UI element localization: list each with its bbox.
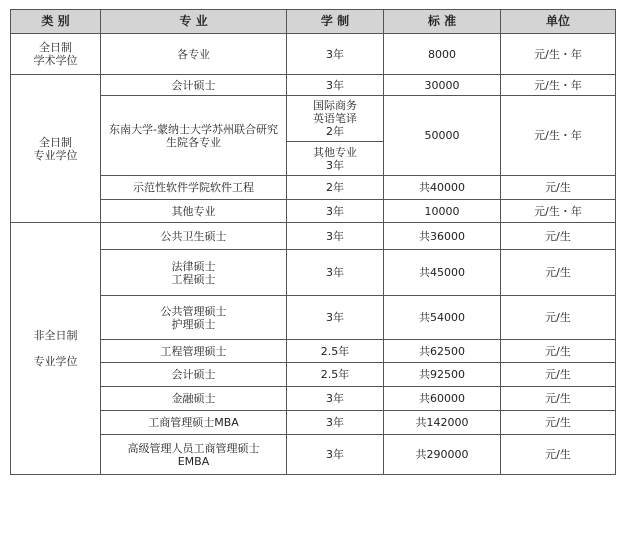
- unit-cell: 元/生: [501, 387, 616, 411]
- major-cell: 公共卫生硕士: [101, 223, 287, 250]
- major-cell: 示范性软件学院软件工程: [101, 176, 287, 200]
- fee-cell: 共54000: [384, 296, 501, 340]
- duration-cell: 2年: [287, 176, 384, 200]
- unit-cell: 元/生: [501, 296, 616, 340]
- table-row: [11, 296, 616, 340]
- header-major: 专 业: [101, 10, 287, 34]
- group-part-time-line1: 非全日制: [33, 329, 78, 342]
- fee-cell: 共36000: [384, 223, 501, 250]
- unit-cell: 元/生: [501, 176, 616, 200]
- major-cell: 东南大学-蒙纳士大学苏州联合研究生院各专业: [101, 96, 287, 176]
- table-row: [11, 75, 616, 96]
- duration-cell: 2.5年: [287, 340, 384, 363]
- group-professional-full: 全日制 专业学位: [11, 75, 101, 223]
- fee-cell: 10000: [384, 200, 501, 223]
- major-cell: 高级管理人员工商管理硕士 EMBA: [101, 435, 287, 475]
- unit-cell: 元/生: [501, 223, 616, 250]
- duration-cell: 3年: [287, 387, 384, 411]
- fee-cell: 共92500: [384, 363, 501, 387]
- unit-cell: 元/生: [501, 250, 616, 296]
- fee-cell: 8000: [384, 34, 501, 75]
- header-duration: 学 制: [287, 10, 384, 34]
- header-fee: 标 准: [384, 10, 501, 34]
- major-cell: 各专业: [101, 34, 287, 75]
- table-row: [11, 411, 616, 435]
- duration-cell: 3年: [287, 296, 384, 340]
- fee-cell: 共40000: [384, 176, 501, 200]
- duration-cell: 3年: [287, 75, 384, 96]
- duration-cell: 3年: [287, 223, 384, 250]
- group-academic-full: 全日制 学术学位: [11, 34, 101, 75]
- group-part-time: [11, 223, 101, 475]
- duration-cell: 3年: [287, 411, 384, 435]
- table-row: [11, 340, 616, 363]
- unit-cell: 元/生: [501, 363, 616, 387]
- header-unit: 单位: [501, 10, 616, 34]
- unit-cell: 元/生: [501, 411, 616, 435]
- table-header-row: [11, 10, 616, 34]
- unit-cell: 元/生・年: [501, 96, 616, 176]
- duration-cell-split-a: 国际商务 英语笔译 2年: [287, 96, 384, 142]
- major-cell: 法律硕士 工程硕士: [101, 250, 287, 296]
- major-cell: 工程管理硕士: [101, 340, 287, 363]
- major-cell: 公共管理硕士 护理硕士: [101, 296, 287, 340]
- duration-cell: 3年: [287, 34, 384, 75]
- fee-cell: 共62500: [384, 340, 501, 363]
- fee-cell: 共290000: [384, 435, 501, 475]
- header-category: 类 别: [11, 10, 101, 34]
- unit-cell: 元/生: [501, 340, 616, 363]
- duration-cell: 3年: [287, 250, 384, 296]
- table-row: [11, 387, 616, 411]
- duration-cell: 3年: [287, 435, 384, 475]
- fee-cell: 30000: [384, 75, 501, 96]
- unit-cell: 元/生・年: [501, 34, 616, 75]
- unit-cell: 元/生: [501, 435, 616, 475]
- major-cell: 会计硕士: [101, 363, 287, 387]
- table-row: [11, 176, 616, 200]
- major-cell: 会计硕士: [101, 75, 287, 96]
- fee-cell: 共60000: [384, 387, 501, 411]
- fee-cell: 50000: [384, 96, 501, 176]
- fee-cell: 共45000: [384, 250, 501, 296]
- group-part-time-line2: 专业学位: [33, 355, 78, 368]
- table-row: [11, 96, 616, 142]
- table-row: [11, 200, 616, 223]
- duration-cell: 2.5年: [287, 363, 384, 387]
- table-row: [11, 250, 616, 296]
- duration-cell-split-b: 其他专业 3年: [287, 142, 384, 176]
- table-row: [11, 223, 616, 250]
- unit-cell: 元/生・年: [501, 75, 616, 96]
- table-row: [11, 363, 616, 387]
- major-cell: 其他专业: [101, 200, 287, 223]
- fee-cell: 共142000: [384, 411, 501, 435]
- table-row: [11, 34, 616, 75]
- tuition-fee-table: [10, 9, 616, 475]
- major-cell: 工商管理硕士MBA: [101, 411, 287, 435]
- major-cell: 金融硕士: [101, 387, 287, 411]
- duration-cell: 3年: [287, 200, 384, 223]
- unit-cell: 元/生・年: [501, 200, 616, 223]
- table-row: [11, 435, 616, 475]
